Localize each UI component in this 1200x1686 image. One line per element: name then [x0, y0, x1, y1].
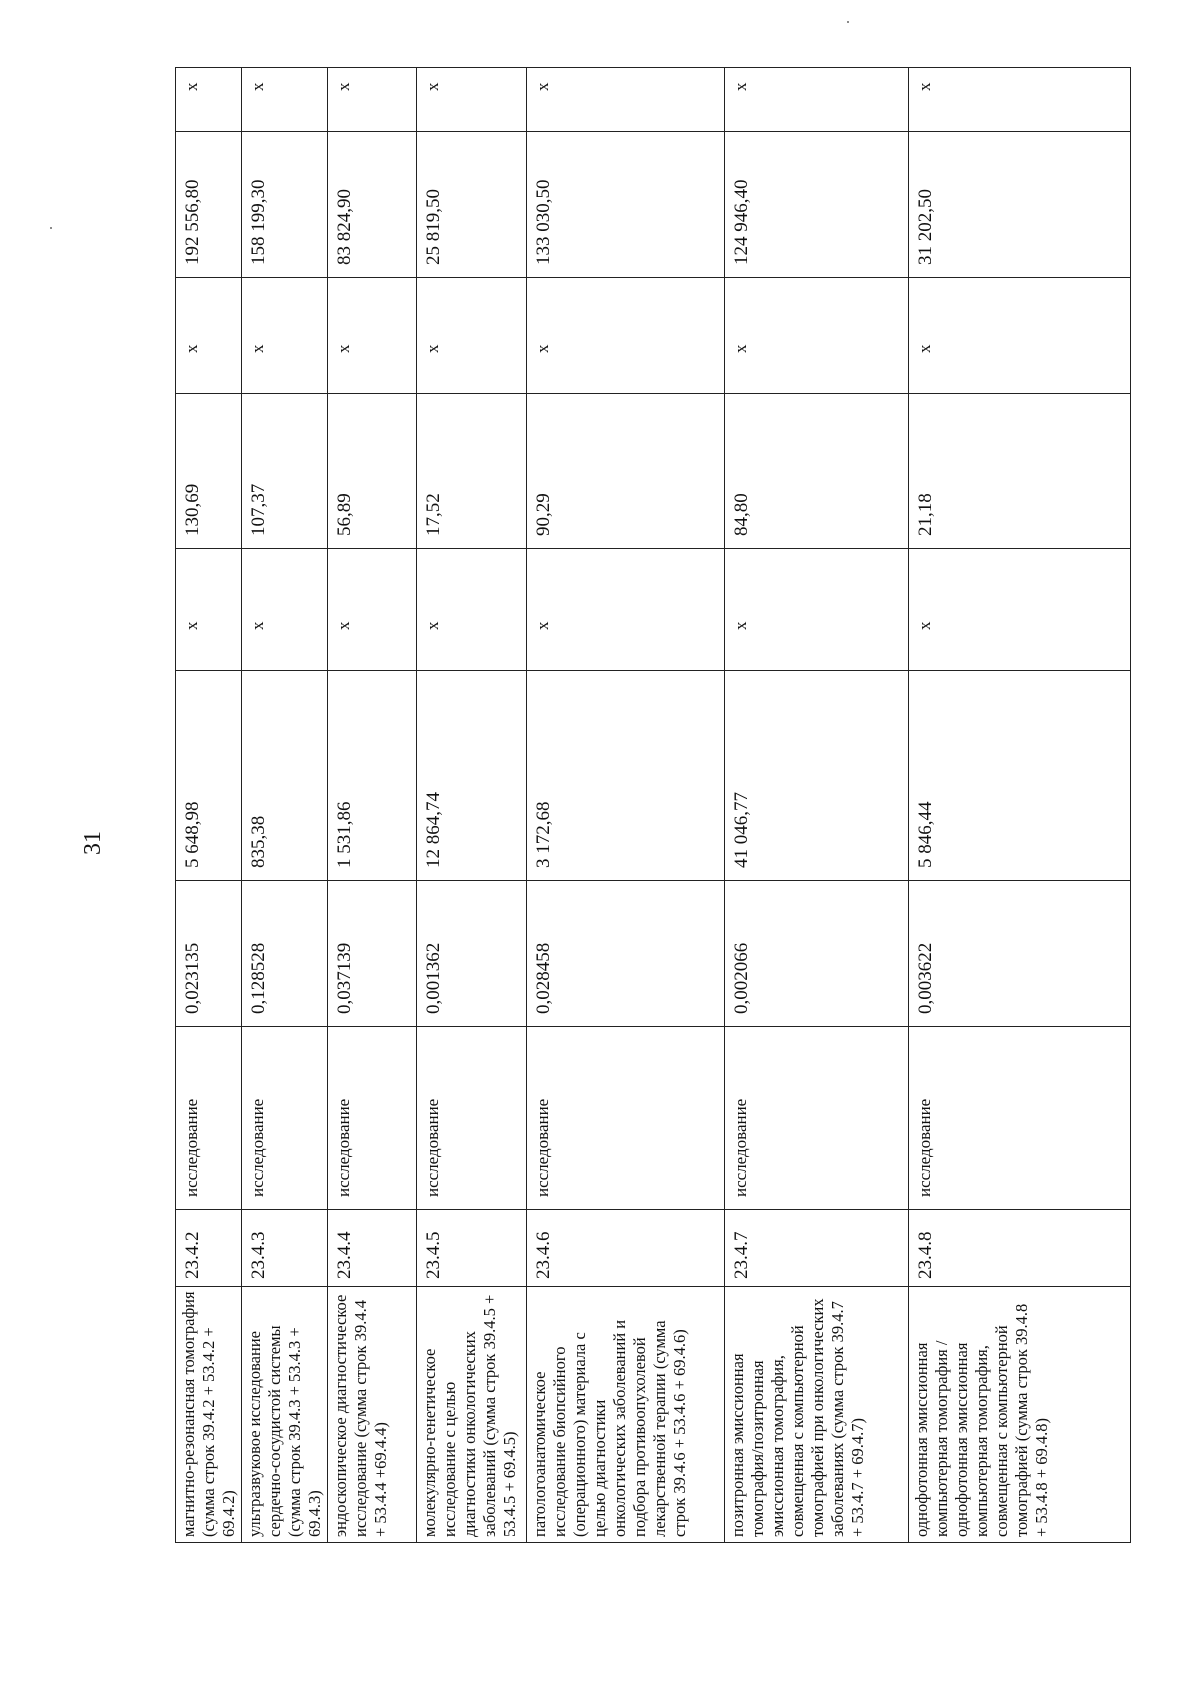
- table-row: [328, 68, 417, 1543]
- row-total: 124 946,40: [725, 132, 909, 278]
- row-x-mark: x: [417, 68, 527, 132]
- row-x-mark: x: [725, 549, 909, 671]
- financing-table: [175, 67, 1131, 1543]
- row-code: 23.4.2: [176, 1210, 242, 1287]
- row-x-mark: x: [242, 549, 328, 671]
- row-volume: 0,002066: [725, 881, 909, 1027]
- row-name: молекулярно-генетическое исследование с целью диагностики онкологических заболеваний (сумма строк 39.4.5 + 53.4.5 + 69.4.5): [417, 1287, 527, 1543]
- rotated-table-container: [175, 68, 1130, 1543]
- scan-speck: [847, 21, 849, 23]
- row-x-mark: x: [242, 68, 328, 132]
- table-row: [725, 68, 909, 1543]
- row-cost-per-unit: 835,38: [242, 671, 328, 881]
- row-name: магнитно-резонансная томография (сумма строк 39.4.2 + 53.4.2 + 69.4.2): [176, 1287, 242, 1543]
- row-volume: 0,128528: [242, 881, 328, 1027]
- row-cost-per-unit: 41 046,77: [725, 671, 909, 881]
- row-unit: исследование: [725, 1027, 909, 1210]
- row-x-mark: x: [176, 549, 242, 671]
- row-per-capita: 17,52: [417, 394, 527, 549]
- row-unit: исследование: [242, 1027, 328, 1210]
- row-per-capita: 84,80: [725, 394, 909, 549]
- row-x-mark: x: [725, 68, 909, 132]
- row-cost-per-unit: 5 648,98: [176, 671, 242, 881]
- row-code: 23.4.3: [242, 1210, 328, 1287]
- row-volume: 0,001362: [417, 881, 527, 1027]
- row-name: ультразвуковое исследование сердечно-сосудистой системы (сумма строк 39.4.3 + 53.4.3 + 69.4.3): [242, 1287, 328, 1543]
- row-total: 192 556,80: [176, 132, 242, 278]
- row-unit: исследование: [176, 1027, 242, 1210]
- row-cost-per-unit: 3 172,68: [527, 671, 725, 881]
- row-x-mark: x: [328, 278, 417, 394]
- row-x-mark: x: [328, 549, 417, 671]
- row-x-mark: x: [527, 549, 725, 671]
- row-x-mark: x: [909, 549, 1131, 671]
- row-unit: исследование: [527, 1027, 725, 1210]
- row-cost-per-unit: 12 864,74: [417, 671, 527, 881]
- row-x-mark: x: [417, 278, 527, 394]
- row-code: 23.4.8: [909, 1210, 1131, 1287]
- row-code: 23.4.7: [725, 1210, 909, 1287]
- row-x-mark: x: [725, 278, 909, 394]
- row-volume: 0,023135: [176, 881, 242, 1027]
- row-volume: 0,003622: [909, 881, 1131, 1027]
- row-name: однофотонная эмиссионная компьютерная томография / однофотонная эмиссионная компьютерная томография, совмещенная с компьютерной томографией (сумма строк 39.4.8 + 53.4.8 + 69.4.8): [909, 1287, 1131, 1543]
- row-x-mark: x: [242, 278, 328, 394]
- row-x-mark: x: [909, 68, 1131, 132]
- row-x-mark: x: [527, 278, 725, 394]
- row-code: 23.4.5: [417, 1210, 527, 1287]
- row-per-capita: 56,89: [328, 394, 417, 549]
- table-row: [909, 68, 1131, 1543]
- row-name: позитронная эмиссионная томография/позитронная эмиссионная томография, совмещенная с компьютерной томографией при онкологических заболеваниях (сумма строк 39.4.7 + 53.4.7 + 69.4.7): [725, 1287, 909, 1543]
- row-name: патологоанатомическое исследование биопсийного (операционного) материала с целью диагностики онкологических заболеваний и подбора противоопухолевой лекарственной терапии (сумма строк 39.4.6 + 53.4.6 + 69.4.6): [527, 1287, 725, 1543]
- row-cost-per-unit: 5 846,44: [909, 671, 1131, 881]
- table-row: [417, 68, 527, 1543]
- table-body: [176, 68, 1131, 1543]
- row-x-mark: x: [176, 278, 242, 394]
- scan-speck: [50, 227, 52, 229]
- row-per-capita: 90,29: [527, 394, 725, 549]
- table-row: [242, 68, 328, 1543]
- row-x-mark: x: [328, 68, 417, 132]
- table-row: [527, 68, 725, 1543]
- table-row: [176, 68, 242, 1543]
- row-x-mark: x: [527, 68, 725, 132]
- row-unit: исследование: [328, 1027, 417, 1210]
- page-number: 31: [80, 831, 106, 855]
- row-total: 83 824,90: [328, 132, 417, 278]
- row-x-mark: x: [909, 278, 1131, 394]
- row-per-capita: 21,18: [909, 394, 1131, 549]
- row-x-mark: x: [176, 68, 242, 132]
- row-code: 23.4.6: [527, 1210, 725, 1287]
- row-total: 25 819,50: [417, 132, 527, 278]
- row-per-capita: 107,37: [242, 394, 328, 549]
- row-volume: 0,028458: [527, 881, 725, 1027]
- row-volume: 0,037139: [328, 881, 417, 1027]
- row-total: 158 199,30: [242, 132, 328, 278]
- row-cost-per-unit: 1 531,86: [328, 671, 417, 881]
- row-name: эндоскопическое диагностическое исследование (сумма строк 39.4.4 + 53.4.4 +69.4.4): [328, 1287, 417, 1543]
- row-total: 31 202,50: [909, 132, 1131, 278]
- row-unit: исследование: [417, 1027, 527, 1210]
- row-per-capita: 130,69: [176, 394, 242, 549]
- row-code: 23.4.4: [328, 1210, 417, 1287]
- row-unit: исследование: [909, 1027, 1131, 1210]
- row-total: 133 030,50: [527, 132, 725, 278]
- row-x-mark: x: [417, 549, 527, 671]
